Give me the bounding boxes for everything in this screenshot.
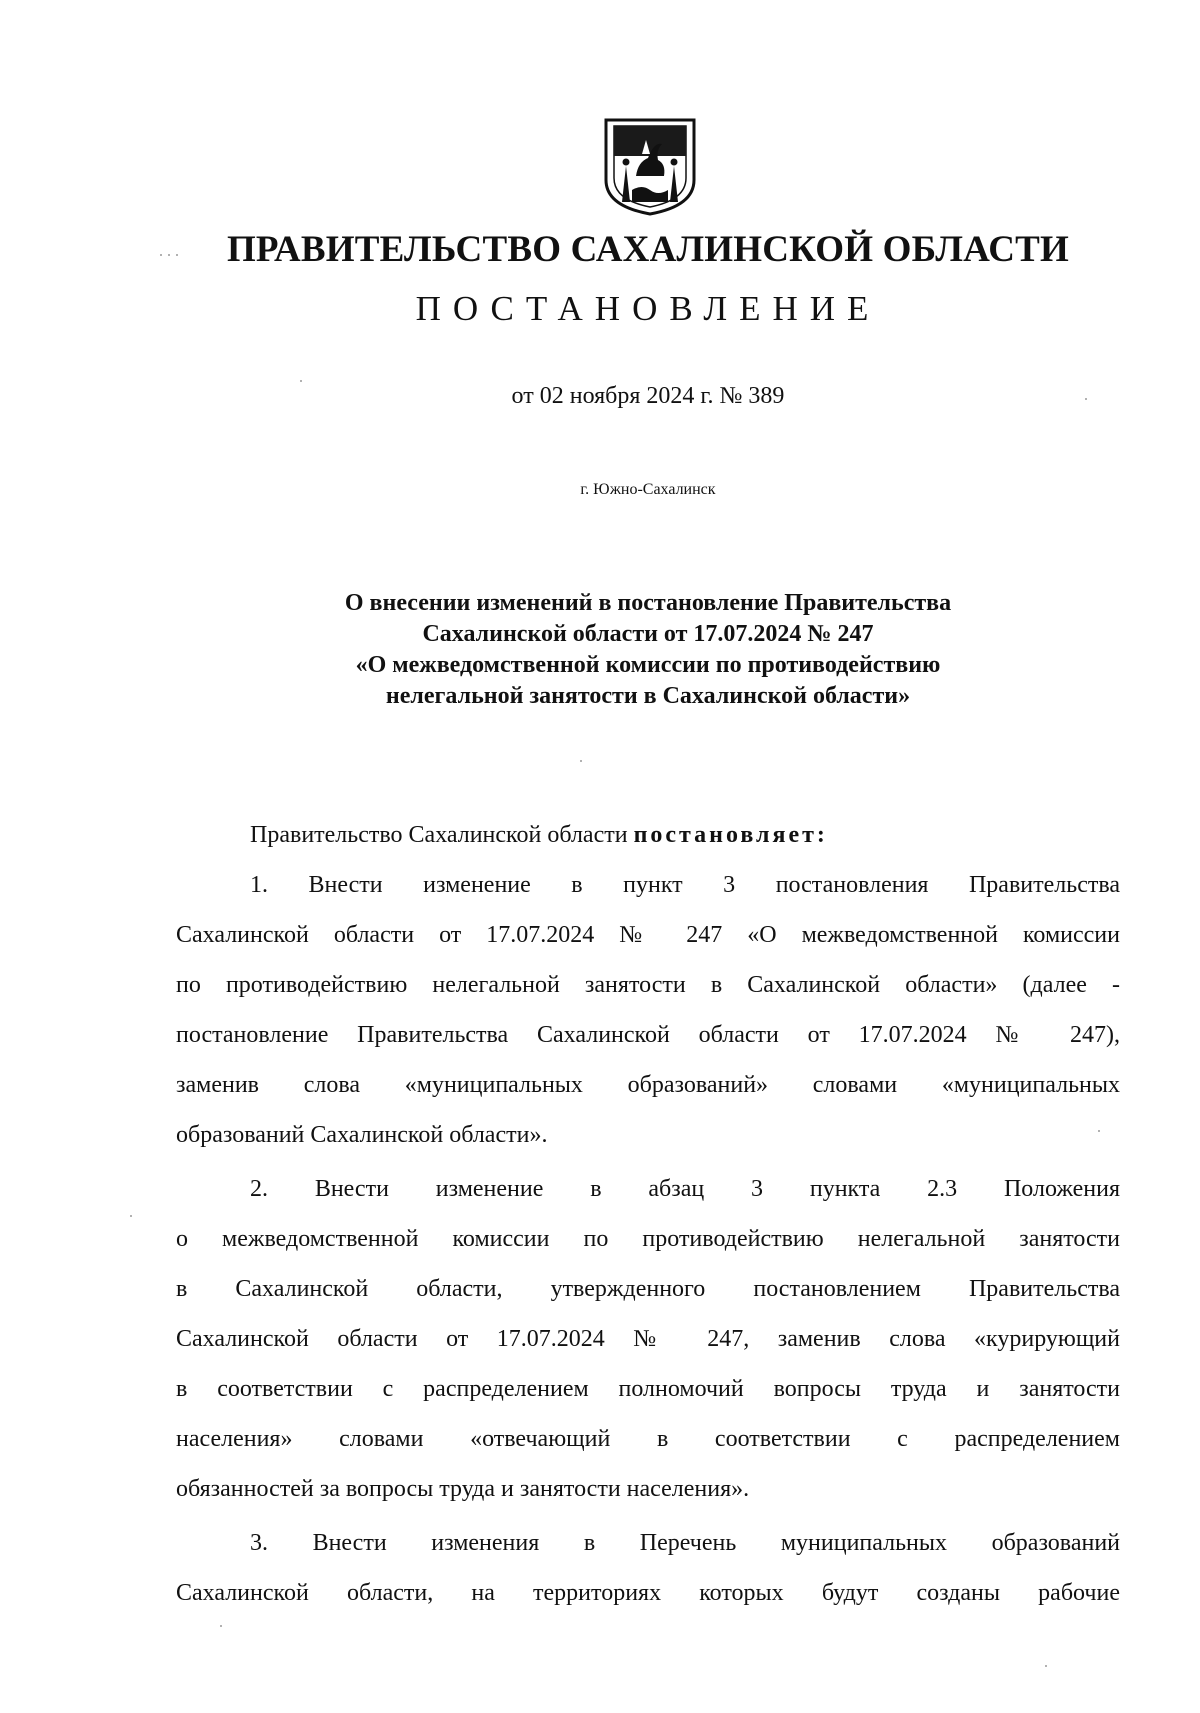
paragraph-line: 3. Внести изменения в Перечень муниципальных образований	[250, 1530, 1120, 1556]
scan-speck	[300, 380, 302, 382]
paragraph-line: 1. Внести изменение в пункт 3 постановления Правительства	[250, 872, 1120, 898]
paragraph-2	[176, 1172, 1120, 1522]
subject-line: Сахалинской области от 17.07.2024 № 247	[422, 621, 874, 647]
subject-line: «О межведомственной комиссии по противодействию	[355, 652, 941, 678]
document-date-number: от 02 ноября 2024 г. № 389	[511, 383, 785, 409]
paragraph-3	[176, 1526, 1120, 1626]
paragraph-line: в соответствии с распределением полномочий вопросы труда и занятости	[176, 1376, 1120, 1402]
paragraph-line: населения» словами «отвечающий в соответствии с распределением	[176, 1426, 1120, 1452]
paragraph-line: по противодействию нелегальной занятости в Сахалинской области» (далее -	[176, 972, 1120, 998]
scan-speck	[220, 1625, 222, 1627]
paragraph-line: постановление Правительства Сахалинской области от 17.07.2024 № 247),	[176, 1022, 1120, 1048]
paragraph-1	[176, 868, 1120, 1168]
preamble	[176, 818, 1120, 868]
paragraph-line: заменив слова «муниципальных образований» словами «муниципальных	[176, 1072, 1120, 1098]
paragraph-line: обязанностей за вопросы труда и занятости населения».	[176, 1476, 750, 1502]
sakhalin-coat-of-arms-icon	[602, 118, 698, 216]
scan-speck	[176, 254, 178, 256]
paragraph-line: Сахалинской области от 17.07.2024 № 247 «О межведомственной комиссии	[176, 922, 1120, 948]
scan-speck	[1085, 398, 1087, 400]
subject-line: О внесении изменений в постановление Правительства	[344, 590, 952, 616]
paragraph-line: образований Сахалинской области».	[176, 1122, 548, 1148]
document-city: г. Южно-Сахалинск	[580, 481, 716, 498]
paragraph-line: Сахалинской области от 17.07.2024 № 247, заменив слова «курирующий	[176, 1326, 1120, 1352]
paragraph-line: в Сахалинской области, утвержденного постановлением Правительства	[176, 1276, 1120, 1302]
paragraph-line: Сахалинской области, на территориях которых будут созданы рабочие	[176, 1580, 1120, 1606]
scan-speck	[1045, 1665, 1047, 1667]
subject-line: нелегальной занятости в Сахалинской области»	[385, 683, 911, 709]
scan-speck	[168, 254, 170, 256]
scan-speck	[1098, 1130, 1100, 1132]
document-body	[176, 818, 1120, 1626]
paragraph-line: о межведомственной комиссии по противодействию нелегальной занятости	[176, 1226, 1120, 1252]
document-type: ПОСТАНОВЛЕНИЕ	[415, 289, 881, 328]
preamble-text: Правительство Сахалинской области	[250, 822, 628, 848]
scan-speck	[160, 254, 162, 256]
preamble-emphasis: постановляет:	[633, 822, 828, 848]
paragraph-line: 2. Внести изменение в абзац 3 пункта 2.3 Положения	[250, 1176, 1120, 1202]
scan-speck	[130, 1215, 132, 1217]
organization-title: ПРАВИТЕЛЬСТВО САХАЛИНСКОЙ ОБЛАСТИ	[226, 229, 1070, 270]
scan-speck	[580, 760, 582, 762]
document-subject	[200, 588, 1096, 712]
